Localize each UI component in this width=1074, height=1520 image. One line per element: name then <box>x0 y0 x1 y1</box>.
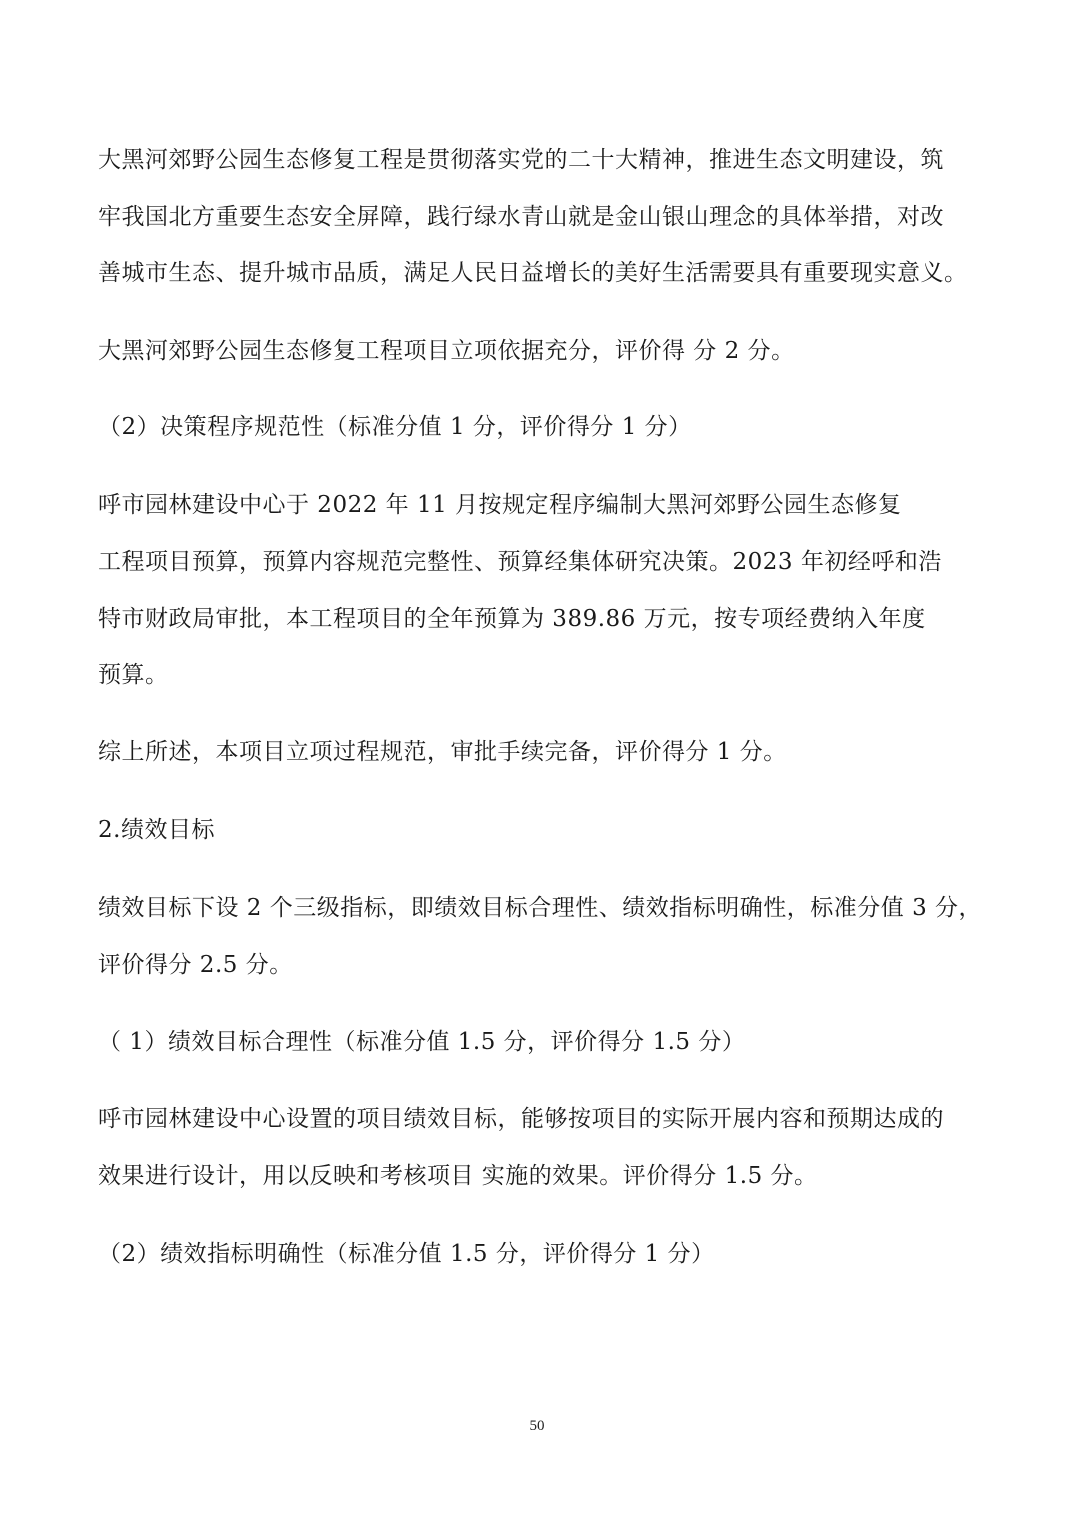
paragraph-line: 效果进行设计，用以反映和考核项目 实施的效果。评价得分 1.5 分。 <box>98 1163 818 1189</box>
section-heading: （ 1）绩效目标合理性（标准分值 1.5 分，评价得分 1.5 分） <box>98 1029 746 1055</box>
paragraph-line: 呼市园林建设中心于 2022 年 11 月按规定程序编制大黑河郊野公园生态修复 <box>98 492 902 518</box>
paragraph-line: 大黑河郊野公园生态修复工程项目立项依据充分，评价得 分 2 分。 <box>98 338 795 364</box>
section-heading: （2）决策程序规范性（标准分值 1 分，评价得分 1 分） <box>98 414 692 440</box>
paragraph-line: 工程项目预算，预算内容规范完整性、预算经集体研究决策。2023 年初经呼和浩 <box>98 549 942 575</box>
paragraph-line: 综上所述，本项目立项过程规范，审批手续完备，评价得分 1 分。 <box>98 739 787 765</box>
paragraph-line: 牢我国北方重要生态安全屏障，践行绿水青山就是金山银山理念的具体举措，对改 <box>98 204 944 230</box>
paragraph-line: 预算。 <box>98 662 169 688</box>
section-heading: 2.绩效目标 <box>98 817 215 843</box>
paragraph-line: 大黑河郊野公园生态修复工程是贯彻落实党的二十大精神，推进生态文明建设，筑 <box>98 147 944 173</box>
paragraph-line: 特市财政局审批，本工程项目的全年预算为 389.86 万元，按专项经费纳入年度 <box>98 606 926 632</box>
paragraph-line: 评价得分 2.5 分。 <box>98 952 293 978</box>
section-heading: （2）绩效指标明确性（标准分值 1.5 分，评价得分 1 分） <box>98 1241 715 1267</box>
page-number: 50 <box>529 1418 545 1434</box>
paragraph-line: 呼市园林建设中心设置的项目绩效目标，能够按项目的实际开展内容和预期达成的 <box>98 1106 944 1132</box>
paragraph-line: 绩效目标下设 2 个三级指标，即绩效目标合理性、绩效指标明确性，标准分值 3 分， <box>98 895 983 921</box>
paragraph-line: 善城市生态、提升城市品质，满足人民日益增长的美好生活需要具有重要现实意义。 <box>98 260 968 286</box>
